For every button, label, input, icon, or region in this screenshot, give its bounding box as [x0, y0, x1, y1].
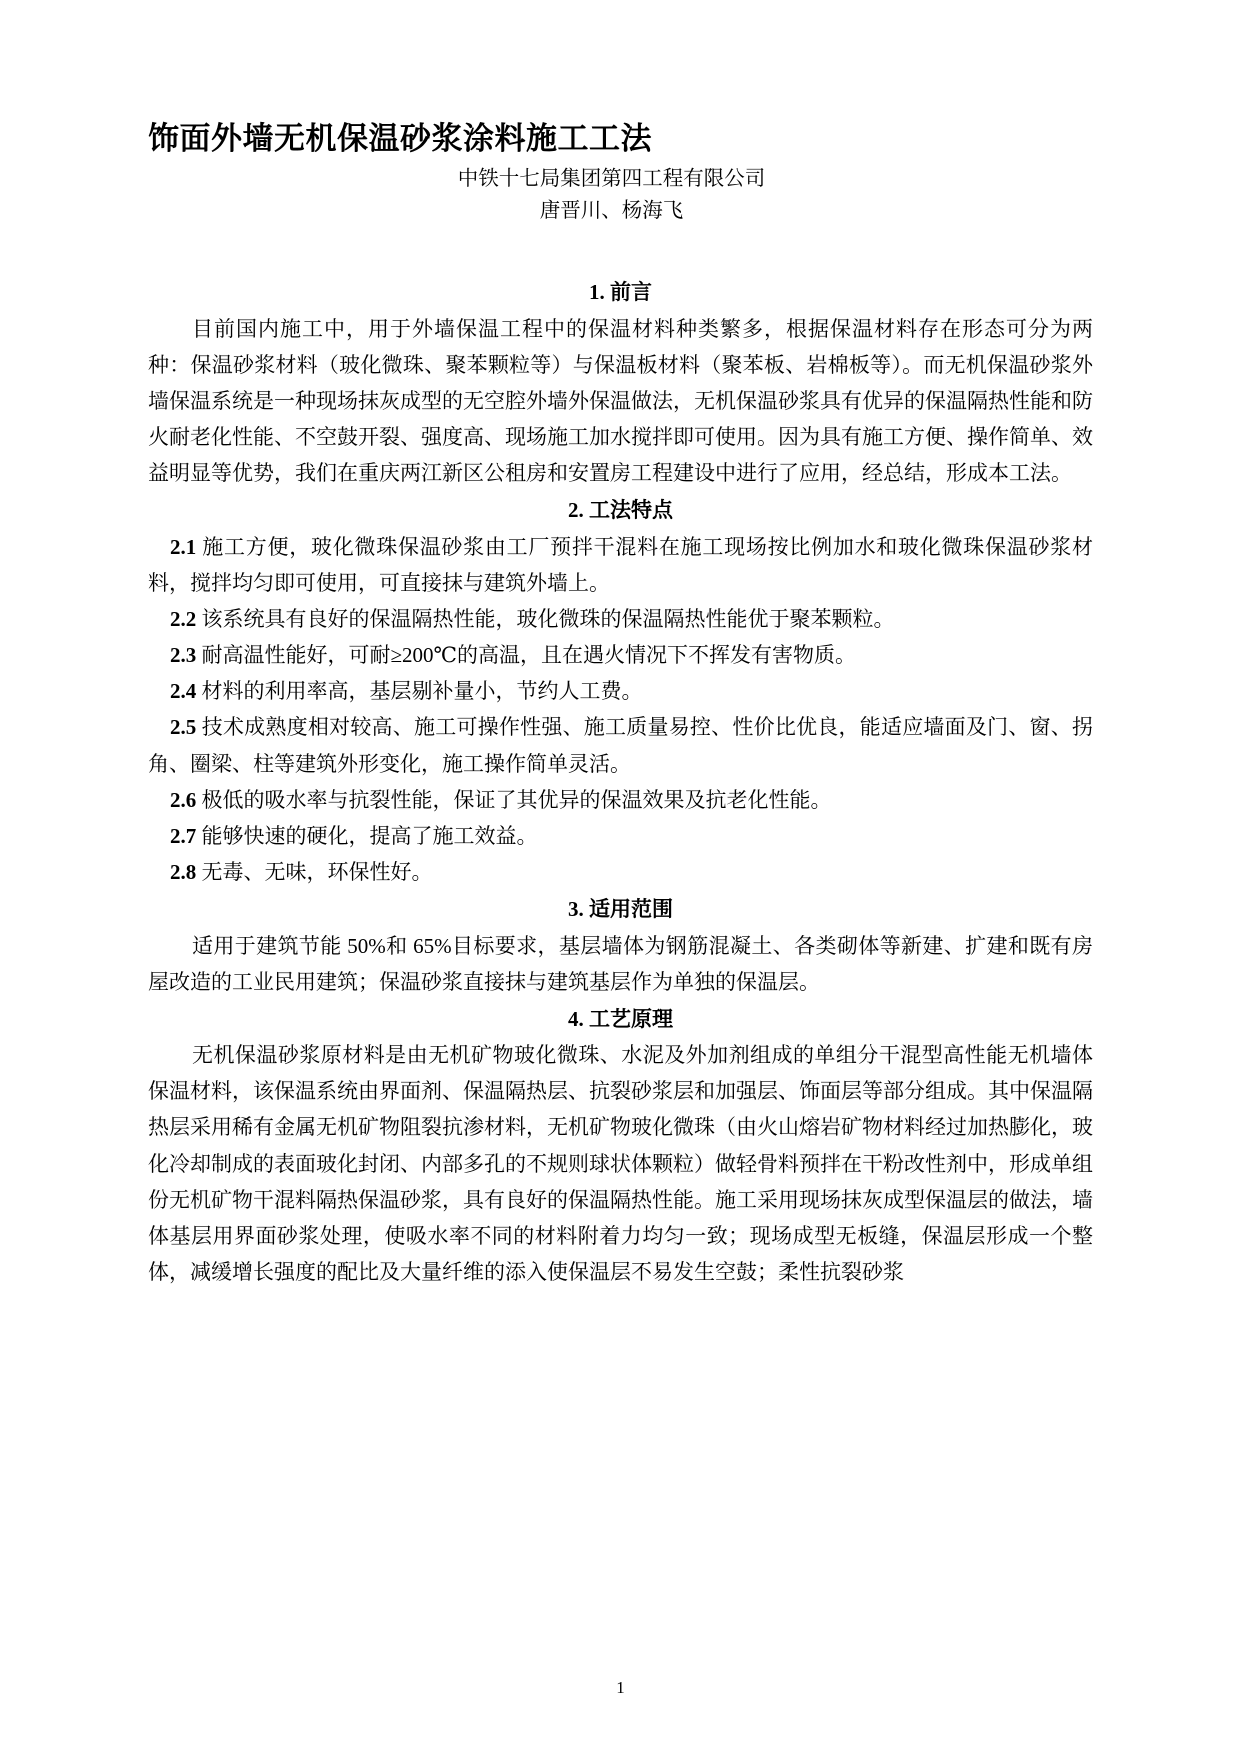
- section-2-item-5-text: 技术成熟度相对较高、施工可操作性强、施工质量易控、性价比优良，能适应墙面及门、窗、拐角、圈梁、柱等建筑外形变化，施工操作简单灵活。: [148, 715, 1094, 776]
- section-2-item-2: [148, 601, 1093, 637]
- section-2-item-8-text: 无毒、无味，环保性好。: [201, 859, 433, 884]
- byline-authors: 唐晋川、杨海飞: [539, 199, 684, 222]
- section-heading-2: 2. 工法特点: [568, 498, 673, 523]
- section-2-item-1-text: 施工方便，玻化微珠保温砂浆由工厂预拌干混料在施工现场按比例加水和玻化微珠保温砂浆材料，搅拌均匀即可使用，可直接抹与建筑外墙上。: [148, 534, 1094, 596]
- section-2-item-3: [148, 637, 1093, 673]
- section-2-item-4-number: 2.4: [170, 679, 197, 704]
- section-heading-1: 1. 前言: [589, 280, 652, 305]
- section-2-item-2-number: 2.2: [170, 607, 197, 632]
- section-heading-3: 3. 适用范围: [568, 897, 673, 922]
- page-number: 1: [616, 1678, 625, 1697]
- section-1-paragraph-1: 目前国内施工中，用于外墙保温工程中的保温材料种类繁多，根据保温材料存在形态可分为两种：保温砂浆材料（玻化微珠、聚苯颗粒等）与保温板材料（聚苯板、岩棉板等）。而无机保温砂浆外墙保温系统是一种现场抹灰成型的无空腔外墙外保温做法，无机保温砂浆具有优异的保温隔热性能和防火耐老化性能、不空鼓开裂、强度高、现场施工加水搅拌即可使用。因为具有施工方便、操作简单、效益明显等优势，我们在重庆两江新区公租房和安置房工程建设中进行了应用，经总结，形成本工法。: [148, 316, 1093, 486]
- section-2-item-2-text: 该系统具有良好的保温隔热性能，玻化微珠的保温隔热性能优于聚苯颗粒。: [201, 607, 895, 632]
- section-2-item-4: [148, 673, 1093, 709]
- section-2-item-1: [148, 529, 1093, 601]
- title-spacer: [148, 227, 1093, 273]
- byline: [148, 164, 1093, 228]
- section-2-item-6: [148, 782, 1093, 818]
- section-2-item-5-number: 2.5: [170, 715, 197, 740]
- section-2-item-7-text: 能够快速的硬化，提高了施工效益。: [201, 823, 538, 848]
- byline-organization: 中铁十七局集团第四工程有限公司: [457, 167, 766, 190]
- section-2-item-8-number: 2.8: [170, 859, 197, 884]
- section-2-item-3-text: 耐高温性能好，可耐≥200℃的高温，且在遇火情况下不挥发有害物质。: [201, 643, 857, 668]
- section-2-item-1-number: 2.1: [170, 534, 197, 559]
- section-2-item-7: [148, 818, 1093, 854]
- section-2-item-3-number: 2.3: [170, 643, 197, 668]
- section-2-item-6-text: 极低的吸水率与抗裂性能，保证了其优异的保温效果及抗老化性能。: [201, 787, 832, 812]
- section-4-paragraph-1: 无机保温砂浆原材料是由无机矿物玻化微珠、水泥及外加剂组成的单组分干混型高性能无机墙体保温材料，该保温系统由界面剂、保温隔热层、抗裂砂浆层和加强层、饰面层等部分组成。其中保温隔热层采用稀有金属无机矿物阻裂抗渗材料，无机矿物玻化微珠（由火山熔岩矿物材料经过加热膨化，玻化冷却制成的表面玻化封闭、内部多孔的不规则球状体颗粒）做轻骨料预拌在干粉改性剂中，形成单组份无机矿物干混料隔热保温砂浆，具有良好的保温隔热性能。施工采用现场抹灰成型保温层的做法，墙体基层用界面砂浆处理，使吸水率不同的材料附着力均匀一致；现场成型无板缝，保温层形成一个整体，减缓增长强度的配比及大量纤维的添入使保温层不易发生空鼓；柔性抗裂砂浆: [148, 1043, 1093, 1284]
- section-3-paragraph-1: 适用于建筑节能 50%和 65%目标要求，基层墙体为钢筋混凝土、各类砌体等新建、扩建和既有房屋改造的工业民用建筑；保温砂浆直接抹与建筑基层作为单独的保温层。: [148, 933, 1093, 994]
- section-heading-4: 4. 工艺原理: [568, 1006, 673, 1031]
- section-2-item-4-text: 材料的利用率高，基层剔补量小，节约人工费。: [201, 679, 643, 704]
- section-2-item-5: [148, 709, 1093, 781]
- section-2-item-6-number: 2.6: [170, 787, 197, 812]
- section-2-item-7-number: 2.7: [170, 823, 197, 848]
- section-2-item-8: [148, 854, 1093, 890]
- page-title: 饰面外墙无机保温砂浆涂料施工工法: [148, 121, 652, 156]
